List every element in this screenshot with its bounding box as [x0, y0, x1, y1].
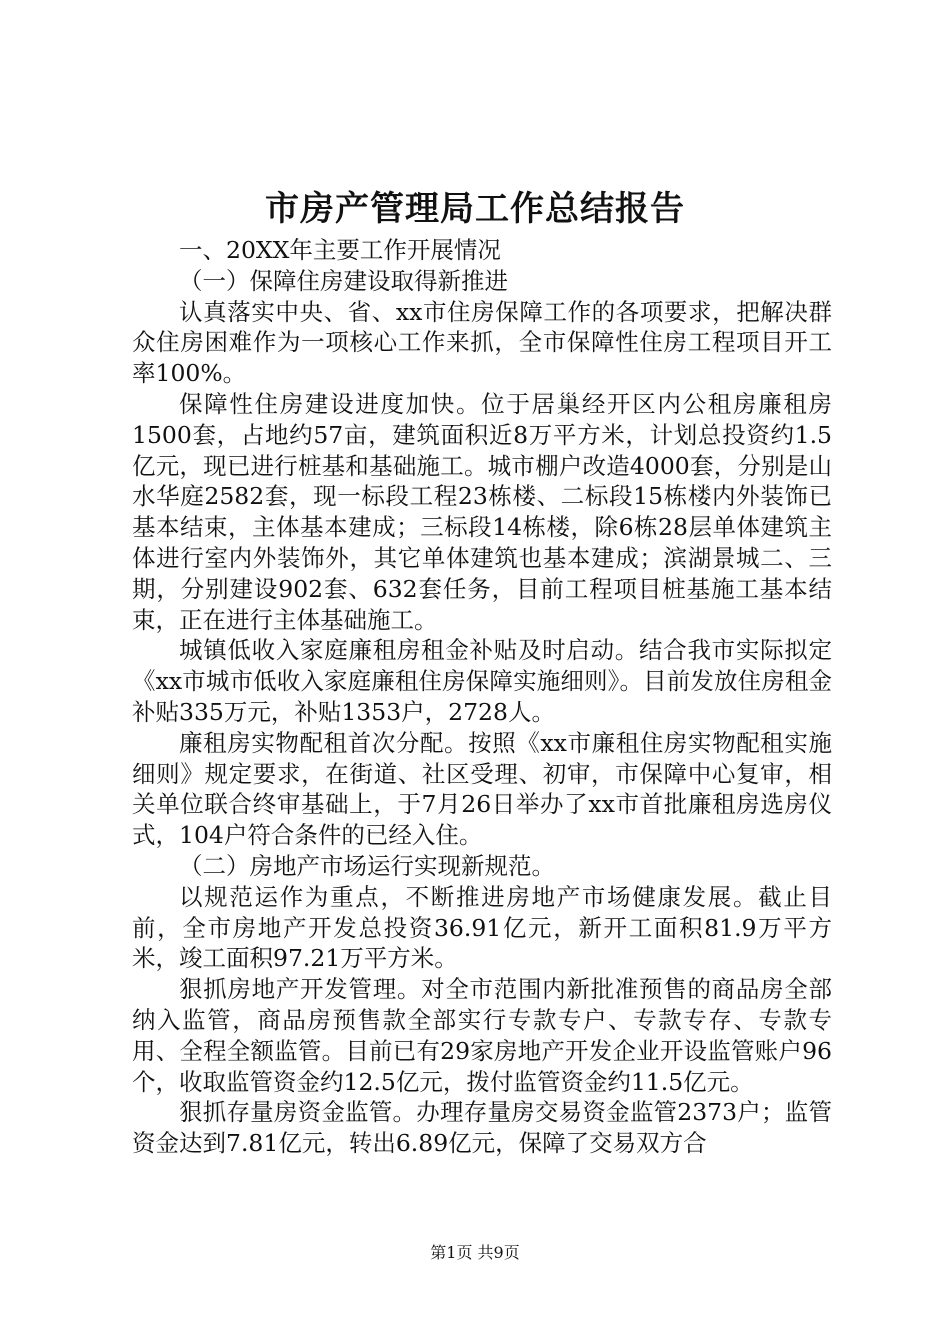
body-paragraph: 狠抓存量房资金监管。办理存量房交易资金监管2373户；监管资金达到7.81亿元，转出6.89亿元，保障了交易双方合 [132, 1098, 832, 1158]
body-paragraph: 保障性住房建设进度加快。位于居巢经开区内公租房廉租房1500套，占地约57亩，建筑面积近8万平方米，计划总投资约1.5亿元，现已进行桩基和基础施工。城市棚户改造4000套，分别是山水华庭2582套，现一标段工程23栋楼、二标段15栋楼内外装饰已基本结束，主体基本建成；三标段14栋楼，除6栋28层单体建筑主体进行室内外装饰外，其它单体建筑也基本建成；滨湖景城二、三期，分别建设902套、632套任务，目前工程项目桩基施工基本结束，正在进行主体基础施工。 [132, 389, 832, 634]
body-paragraph: 城镇低收入家庭廉租房租金补贴及时启动。结合我市实际拟定《xx市城市低收入家庭廉租住房保障实施细则》。目前发放住房租金补贴335万元，补贴1353户，2728人。 [132, 636, 832, 726]
body-paragraph: 狠抓房地产开发管理。对全市范围内新批准预售的商品房全部纳入监管，商品房预售款全部实行专款专户、专款专存、专款专用、全程全额监管。目前已有29家房地产开发企业开设监管账户96个，收取监管资金约12.5亿元，拨付监管资金约11.5亿元。 [132, 975, 832, 1096]
document-body [132, 235, 832, 1159]
document-title: 市房产管理局工作总结报告 [265, 189, 685, 229]
section-heading: 一、20XX年主要工作开展情况 [179, 236, 501, 264]
body-paragraph: 认真落实中央、省、xx市住房保障工作的各项要求，把解决群众住房困难作为一项核心工作来抓，全市保障性住房工程项目开工率100%。 [132, 297, 832, 388]
subsection-heading: （一）保障住房建设取得新推进 [179, 266, 508, 295]
body-paragraph: 以规范运作为重点，不断推进房地产市场健康发展。截止目前，全市房地产开发总投资36.91亿元，新开工面积81.9万平方米，竣工面积97.21万平方米。 [132, 882, 832, 973]
body-paragraph: 廉租房实物配租首次分配。按照《xx市廉租住房实物配租实施细则》规定要求，在街道、社区受理、初审，市保障中心复审，相关单位联合终审基础上，于7月26日举办了xx市首批廉租房选房仪式，104户符合条件的已经入住。 [132, 728, 832, 850]
subsection-heading: （二）房地产市场运行实现新规范。 [179, 851, 555, 880]
page-footer: 第1页 共9页 [430, 1243, 520, 1262]
